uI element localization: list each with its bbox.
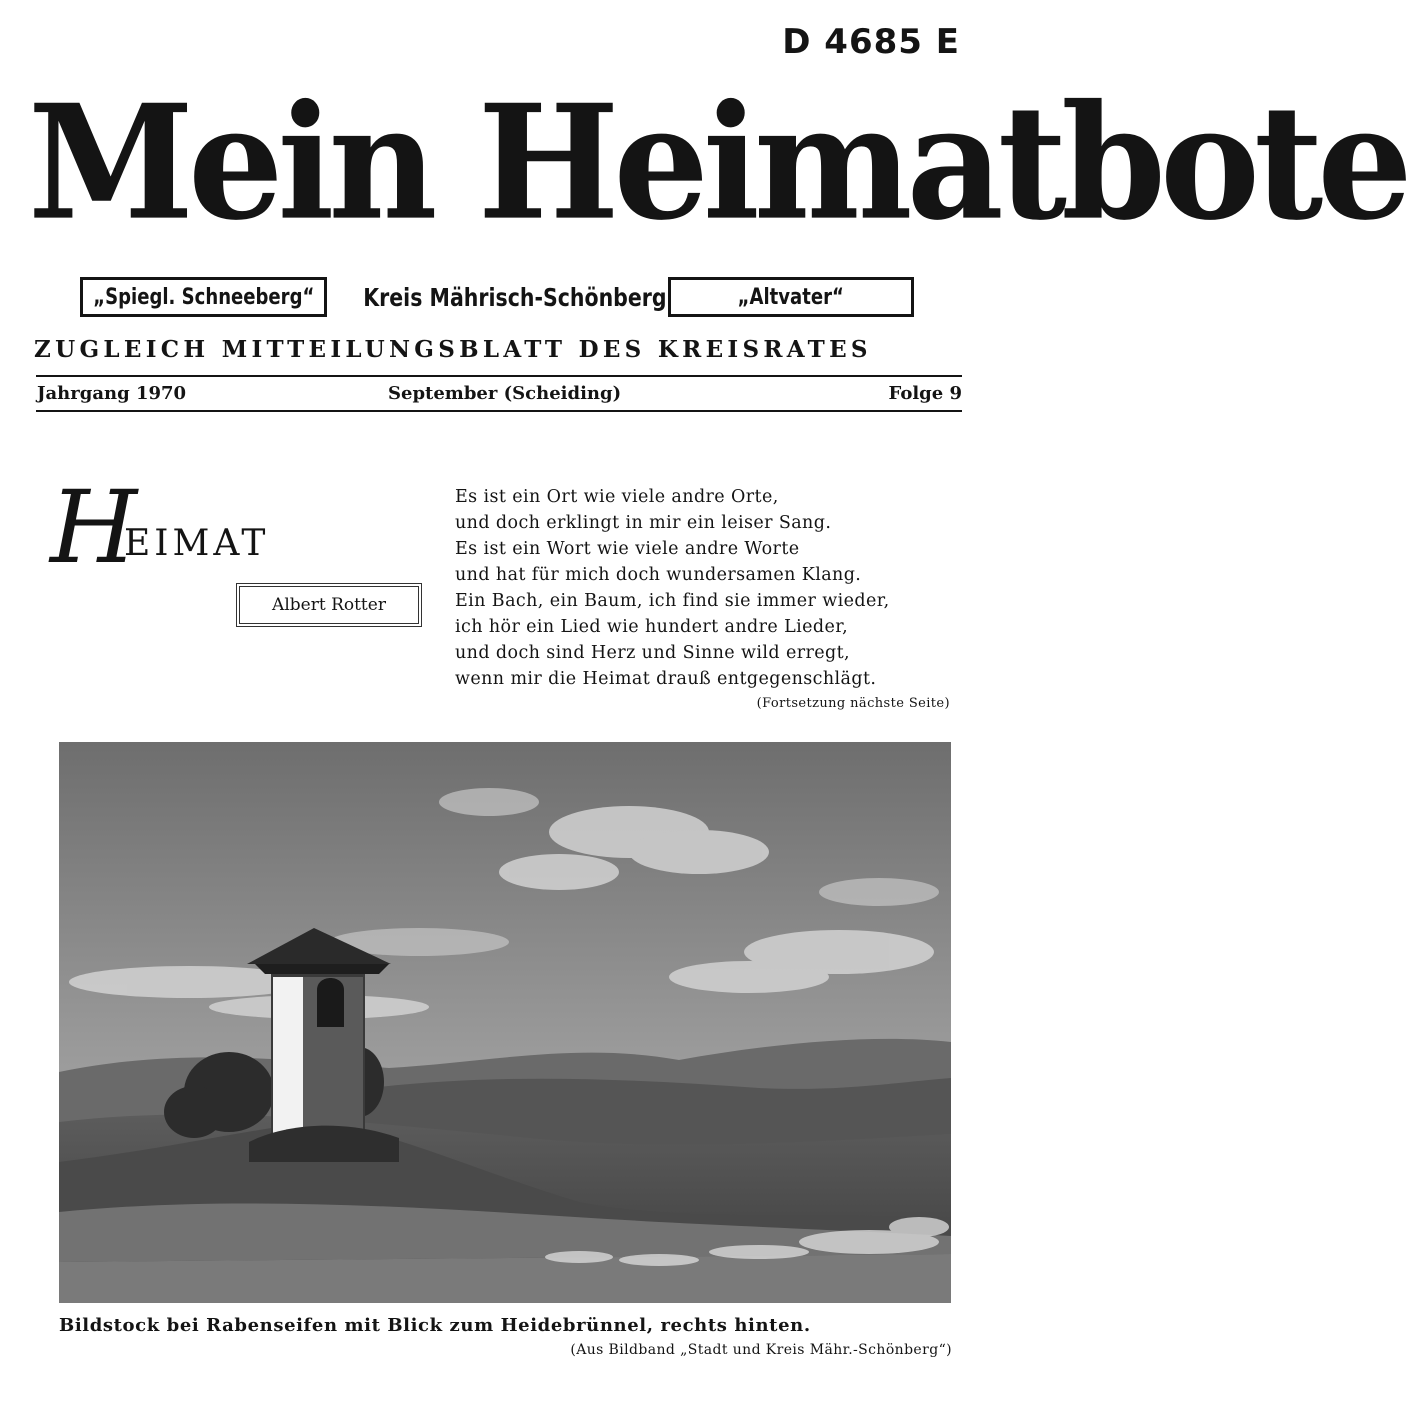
photo-credit: (Aus Bildband „Stadt und Kreis Mähr.-Schönberg“) — [570, 1342, 952, 1358]
poem-title-rest: EIMAT — [124, 523, 270, 564]
author-name: Albert Rotter — [239, 586, 419, 624]
masthead — [28, 58, 1407, 268]
masthead-title: Mein Heimatbote — [28, 70, 1407, 256]
publication-code: D 4685 E — [782, 22, 960, 62]
poem-line: und hat für mich doch wundersamen Klang. — [455, 565, 862, 585]
poem-line: wenn mir die Heimat drauß entgegenschlägt. — [455, 669, 877, 689]
divider-bottom — [36, 410, 962, 412]
box-label-left: „Spiegl. Schneeberg“ — [80, 277, 327, 317]
subheadline: ZUGLEICH MITTEILUNGSBLATT DES KREISRATES — [34, 336, 872, 363]
landscape-photo — [59, 742, 951, 1303]
poem-text — [455, 484, 965, 692]
poem-line: ich hör ein Lied wie hundert andre Lieder, — [455, 617, 849, 637]
poem-line: Es ist ein Wort wie viele andre Worte — [455, 539, 800, 559]
divider-top — [36, 375, 962, 377]
poem-line: Ein Bach, ein Baum, ich find sie immer wieder, — [455, 591, 890, 611]
issue-year: Jahrgang 1970 — [37, 383, 187, 404]
poem-title — [50, 469, 310, 586]
poem-line: Es ist ein Ort wie viele andre Orte, — [455, 487, 779, 507]
poem-line: und doch erklingt in mir ein leiser Sang. — [455, 513, 832, 533]
kreis-label: Kreis Mährisch-Schönberg — [363, 283, 667, 312]
issue-month: September (Scheiding) — [388, 383, 622, 404]
poem-line: und doch sind Herz und Sinne wild erregt, — [455, 643, 850, 663]
photo-illustration — [59, 742, 951, 1303]
box-label-right: „Altvater“ — [668, 277, 914, 317]
issue-number: Folge 9 — [888, 383, 962, 404]
continued-note: (Fortsetzung nächste Seite) — [756, 696, 950, 711]
poem-title-initial: H — [50, 469, 138, 586]
author-box — [236, 583, 422, 627]
photo-caption: Bildstock bei Rabenseifen mit Blick zum Heidebrünnel, rechts hinten. — [59, 1315, 811, 1336]
